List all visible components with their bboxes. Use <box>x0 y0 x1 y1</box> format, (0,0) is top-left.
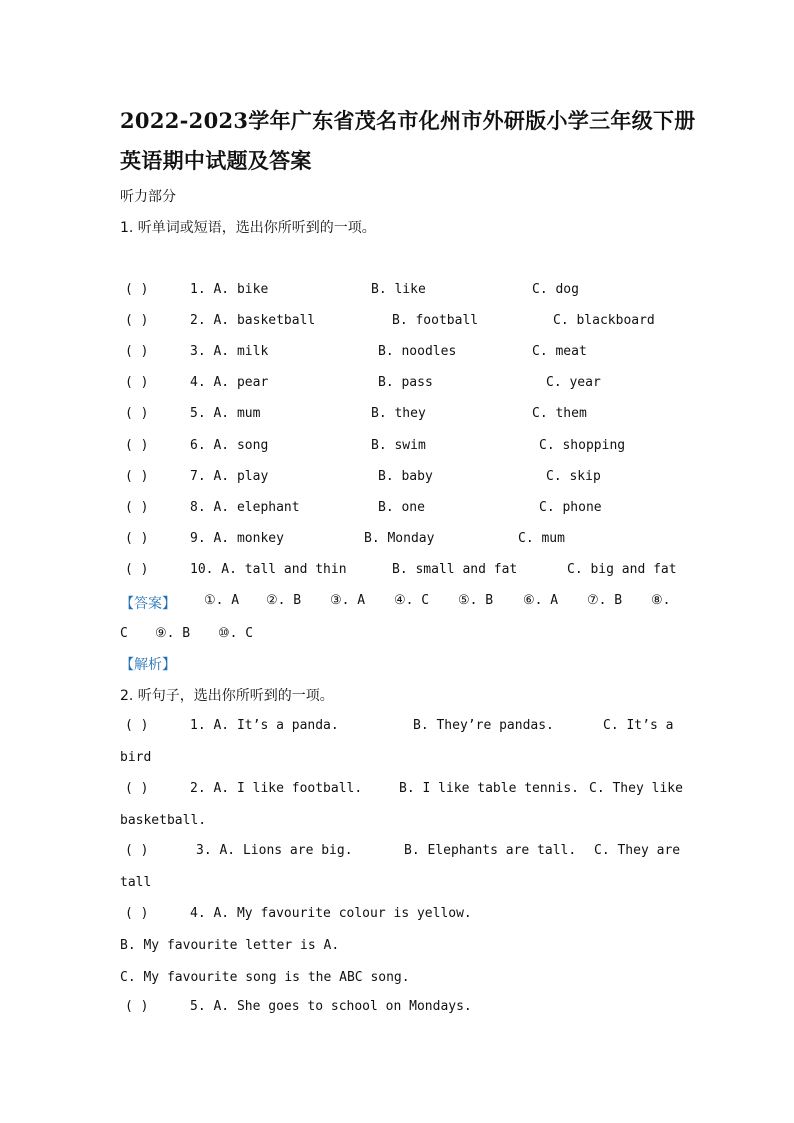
answer-blank: ( ) <box>125 313 149 328</box>
answer-1: ①. A <box>204 593 240 608</box>
option-a: 8. A. elephant <box>190 500 300 515</box>
option-b: B. Elephants are tall. <box>404 843 577 858</box>
option-c: C. big and fat <box>567 562 677 577</box>
option-a: 4. A. My favourite colour is yellow. <box>190 906 472 921</box>
option-a: 4. A. pear <box>190 375 269 390</box>
answer-2: ②. B <box>266 593 302 608</box>
option-c: C. meat <box>532 344 587 359</box>
option-a: 2. A. I like football. <box>190 781 363 796</box>
option-c: C. phone <box>539 500 602 515</box>
option-c: C. skip <box>546 469 601 484</box>
section-heading: 听力部分 <box>120 189 176 205</box>
analysis-tag: 【解析】 <box>120 657 176 673</box>
answer-blank: ( ) <box>125 531 149 546</box>
answer-8-value: C <box>120 626 128 641</box>
option-a: 7. A. play <box>190 469 269 484</box>
option-b: B. football <box>392 313 479 328</box>
answer-blank: ( ) <box>125 282 149 297</box>
q2-item-1-wrap: bird <box>120 750 152 765</box>
option-b: B. they <box>371 406 426 421</box>
option-a: 1. A. bike <box>190 282 269 297</box>
option-b: B. one <box>378 500 425 515</box>
option-a: 5. A. mum <box>190 406 261 421</box>
q2-item-4-option-b: B. My favourite letter is A. <box>120 938 340 953</box>
option-b: B. They’re pandas. <box>413 718 554 733</box>
answer-5: ⑤. B <box>458 593 494 608</box>
option-a: 9. A. monkey <box>190 531 284 546</box>
option-b: B. I like table tennis. <box>399 781 580 796</box>
option-c: C. mum <box>518 531 565 546</box>
option-c: C. shopping <box>539 438 626 453</box>
option-b: B. baby <box>378 469 433 484</box>
answer-blank: ( ) <box>125 718 149 733</box>
option-b: B. noodles <box>378 344 457 359</box>
answer-6: ⑥. A <box>523 593 559 608</box>
q2-item-3-wrap: tall <box>120 875 152 890</box>
answer-3: ③. A <box>330 593 366 608</box>
option-b: B. swim <box>371 438 426 453</box>
option-c: C. them <box>532 406 587 421</box>
option-c: C. They are <box>594 843 681 858</box>
answer-blank: ( ) <box>125 500 149 515</box>
answer-tag: 【答案】 <box>120 596 176 612</box>
option-a: 5. A. She goes to school on Mondays. <box>190 999 472 1014</box>
answer-blank: ( ) <box>125 843 149 858</box>
answer-4: ④. C <box>394 593 430 608</box>
option-a: 1. A. It’s a panda. <box>190 718 339 733</box>
option-c: C. blackboard <box>553 313 655 328</box>
answer-blank: ( ) <box>125 438 149 453</box>
option-b: B. Monday <box>364 531 435 546</box>
option-a: 3. A. milk <box>190 344 269 359</box>
option-c: C. dog <box>532 282 579 297</box>
answer-blank: ( ) <box>125 999 149 1014</box>
answer-9: ⑨. B <box>155 626 191 641</box>
answer-blank: ( ) <box>125 906 149 921</box>
option-b: B. small and fat <box>392 562 518 577</box>
title-line-2: 英语期中试题及答案 <box>120 148 312 173</box>
q2-prompt: 2. 听句子，选出你所听到的一项。 <box>120 688 334 704</box>
option-a: 3. A. Lions are big. <box>196 843 353 858</box>
option-b: B. like <box>371 282 426 297</box>
answer-8: ⑧. <box>651 593 671 608</box>
q1-prompt: 1. 听单词或短语，选出你所听到的一项。 <box>120 220 376 236</box>
answer-blank: ( ) <box>125 406 149 421</box>
option-a: 10. A. tall and thin <box>190 562 347 577</box>
option-a: 6. A. song <box>190 438 269 453</box>
q2-item-4-option-c: C. My favourite song is the ABC song. <box>120 970 410 985</box>
option-b: B. pass <box>378 375 433 390</box>
answer-10: ⑩. C <box>218 626 254 641</box>
answer-blank: ( ) <box>125 344 149 359</box>
q2-item-2-wrap: basketball. <box>120 813 207 828</box>
answer-blank: ( ) <box>125 469 149 484</box>
option-c: C. It’s a <box>603 718 674 733</box>
title-line-1: 2022-2023学年广东省茂名市化州市外研版小学三年级下册 <box>120 108 696 133</box>
answer-blank: ( ) <box>125 562 149 577</box>
answer-7: ⑦. B <box>587 593 623 608</box>
option-a: 2. A. basketball <box>190 313 316 328</box>
answer-blank: ( ) <box>125 375 149 390</box>
answer-blank: ( ) <box>125 781 149 796</box>
option-c: C. They like <box>589 781 683 796</box>
option-c: C. year <box>546 375 601 390</box>
